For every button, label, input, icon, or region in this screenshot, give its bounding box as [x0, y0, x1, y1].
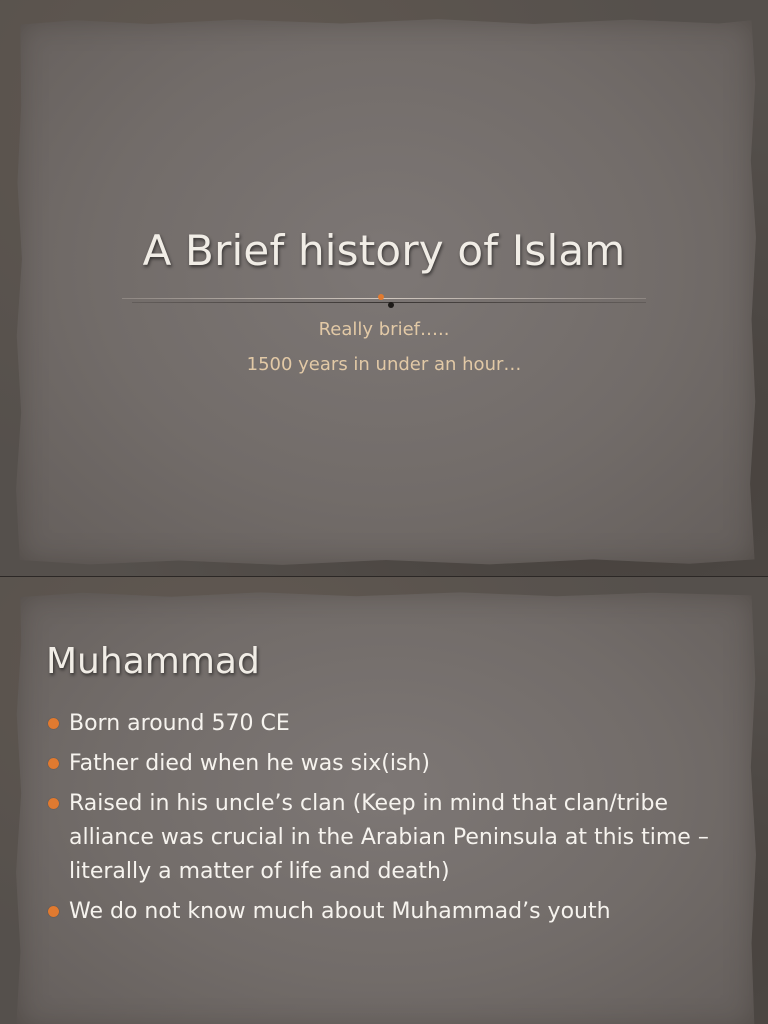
dot-ornament-icon	[388, 302, 394, 308]
divider-line-light	[122, 298, 646, 299]
list-item-text: Raised in his uncle’s clan (Keep in mind that clan/tribe alliance was crucial in the Arabian Peninsula at this time – literally a matter of life and death)	[69, 791, 709, 884]
list-item	[46, 787, 736, 889]
list-item	[46, 895, 736, 929]
list-item	[46, 747, 736, 781]
subtitle-line: Really brief…..	[318, 319, 450, 340]
slide-heading: Muhammad	[46, 641, 260, 682]
list-item-text: We do not know much about Muhammad’s youth	[69, 899, 611, 924]
list-item-text: Father died when he was six(ish)	[69, 751, 430, 776]
slide-title-heading: A Brief history of Islam	[142, 226, 626, 275]
orange-circle-bullet-icon	[48, 906, 59, 917]
subtitle-line: 1500 years in under an hour…	[246, 354, 522, 375]
bullet-list	[46, 707, 736, 935]
list-item-text: Born around 570 CE	[69, 711, 290, 736]
paper-background	[16, 18, 756, 566]
title-divider	[122, 294, 646, 306]
orange-circle-bullet-icon	[48, 758, 59, 769]
slide-muhammad	[0, 577, 768, 1024]
list-item	[46, 707, 736, 741]
orange-circle-bullet-icon	[48, 718, 59, 729]
orange-circle-bullet-icon	[48, 798, 59, 809]
dot-ornament-icon	[378, 294, 384, 300]
